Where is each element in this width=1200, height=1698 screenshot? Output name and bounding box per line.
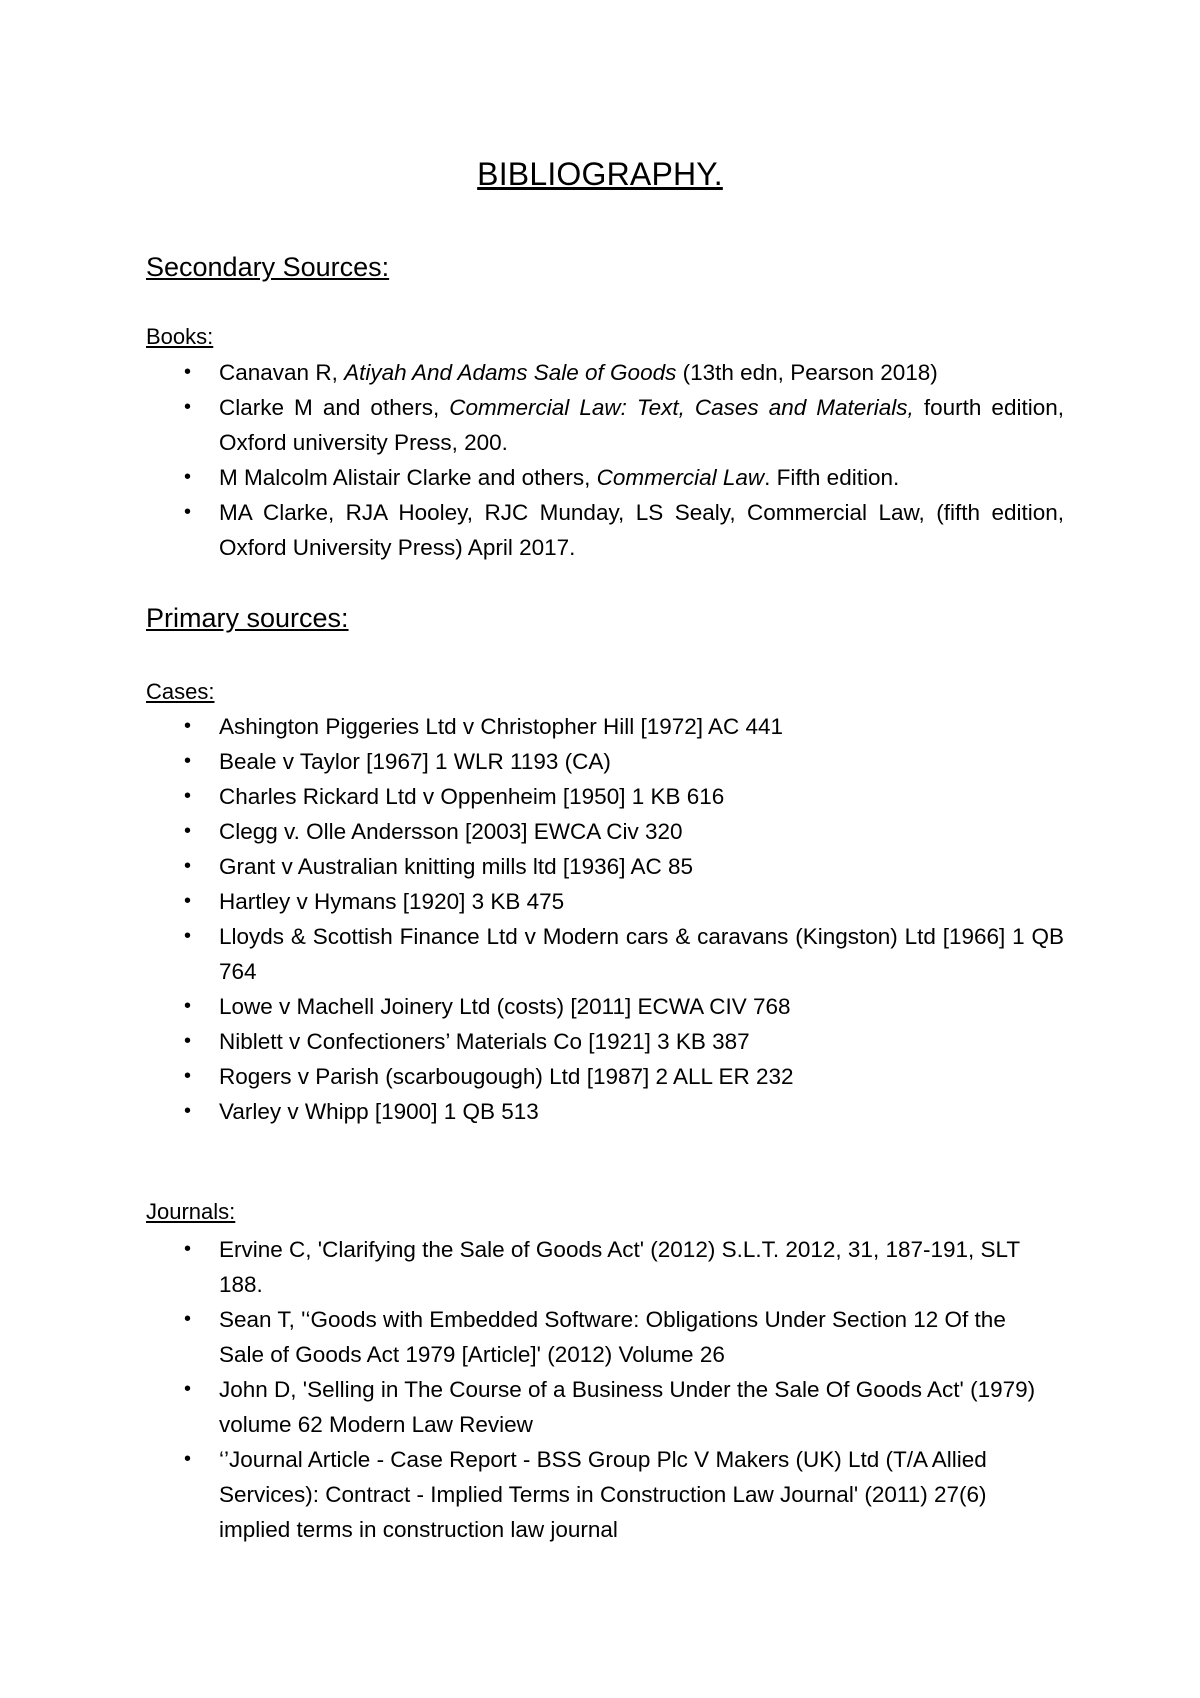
bullet-icon: • <box>184 995 192 1017</box>
list-item: • Grant v Australian knitting mills ltd [1936] AC 85 <box>146 849 1064 884</box>
bullet-icon: • <box>184 1065 192 1087</box>
bullet-icon: • <box>184 396 192 418</box>
books-heading: Books: <box>146 324 214 349</box>
list-item: • Ervine C, 'Clarifying the Sale of Goods Act' (2012) S.L.T. 2012, 31, 187-191, SLT 188. <box>146 1232 1046 1302</box>
journals-list <box>146 1232 1046 1547</box>
journals-heading: Journals: <box>146 1199 236 1224</box>
bullet-icon: • <box>184 820 192 842</box>
bullet-icon: • <box>184 1448 192 1470</box>
list-item: • M Malcolm Alistair Clarke and others, Commercial Law. Fifth edition. <box>146 460 1064 495</box>
list-item: • Beale v Taylor [1967] 1 WLR 1193 (CA) <box>146 744 1064 779</box>
list-item: • Varley v Whipp [1900] 1 QB 513 <box>146 1094 1064 1129</box>
bullet-icon: • <box>184 1238 192 1260</box>
bullet-icon: • <box>184 1378 192 1400</box>
bullet-icon: • <box>184 1308 192 1330</box>
list-item: • John D, 'Selling in The Course of a Business Under the Sale Of Goods Act' (1979) volume 62 Modern Law Review <box>146 1372 1046 1442</box>
list-item: • Canavan R, Atiyah And Adams Sale of Goods (13th edn, Pearson 2018) <box>146 355 1064 390</box>
books-list <box>146 355 1064 565</box>
bullet-icon: • <box>184 750 192 772</box>
list-item: • Lowe v Machell Joinery Ltd (costs) [2011] ECWA CIV 768 <box>146 989 1064 1024</box>
list-item: • Ashington Piggeries Ltd v Christopher Hill [1972] AC 441 <box>146 709 1064 744</box>
list-item: • Niblett v Confectioners’ Materials Co [1921] 3 KB 387 <box>146 1024 1064 1059</box>
bullet-icon: • <box>184 890 192 912</box>
secondary-sources-heading: Secondary Sources: <box>146 252 390 282</box>
bullet-icon: • <box>184 501 192 523</box>
list-item: • MA Clarke, RJA Hooley, RJC Munday, LS Sealy, Commercial Law, (fifth edition, Oxford University Press) April 2017. <box>146 495 1064 565</box>
bullet-icon: • <box>184 1100 192 1122</box>
list-item: • Rogers v Parish (scarbougough) Ltd [1987] 2 ALL ER 232 <box>146 1059 1064 1094</box>
primary-sources-heading: Primary sources: <box>146 603 349 633</box>
list-item: • Hartley v Hymans [1920] 3 KB 475 <box>146 884 1064 919</box>
bullet-icon: • <box>184 925 192 947</box>
list-item: • Charles Rickard Ltd v Oppenheim [1950] 1 KB 616 <box>146 779 1064 814</box>
bullet-icon: • <box>184 361 192 383</box>
cases-heading: Cases: <box>146 679 215 704</box>
bullet-icon: • <box>184 466 192 488</box>
list-item: • Clegg v. Olle Andersson [2003] EWCA Civ 320 <box>146 814 1064 849</box>
bullet-icon: • <box>184 855 192 877</box>
bullet-icon: • <box>184 715 192 737</box>
list-item: • ‘’Journal Article - Case Report - BSS Group Plc V Makers (UK) Ltd (T/A Allied Services): Contract - Implied Terms in Construction Law Journal' (2011) 27(6) implied terms in construction law journal <box>146 1442 1046 1547</box>
bullet-icon: • <box>184 1030 192 1052</box>
list-item: • Sean T, '‘Goods with Embedded Software: Obligations Under Section 12 Of the Sale of Goods Act 1979 [Article]' (2012) Volume 26 <box>146 1302 1046 1372</box>
list-item: • Lloyds & Scottish Finance Ltd v Modern cars & caravans (Kingston) Ltd [1966] 1 QB 764 <box>146 919 1064 989</box>
page-title: BIBLIOGRAPHY. <box>477 156 723 192</box>
list-item: • Clarke M and others, Commercial Law: Text, Cases and Materials, fourth edition, Oxford university Press, 200. <box>146 390 1064 460</box>
bullet-icon: • <box>184 785 192 807</box>
cases-list <box>146 709 1064 1129</box>
